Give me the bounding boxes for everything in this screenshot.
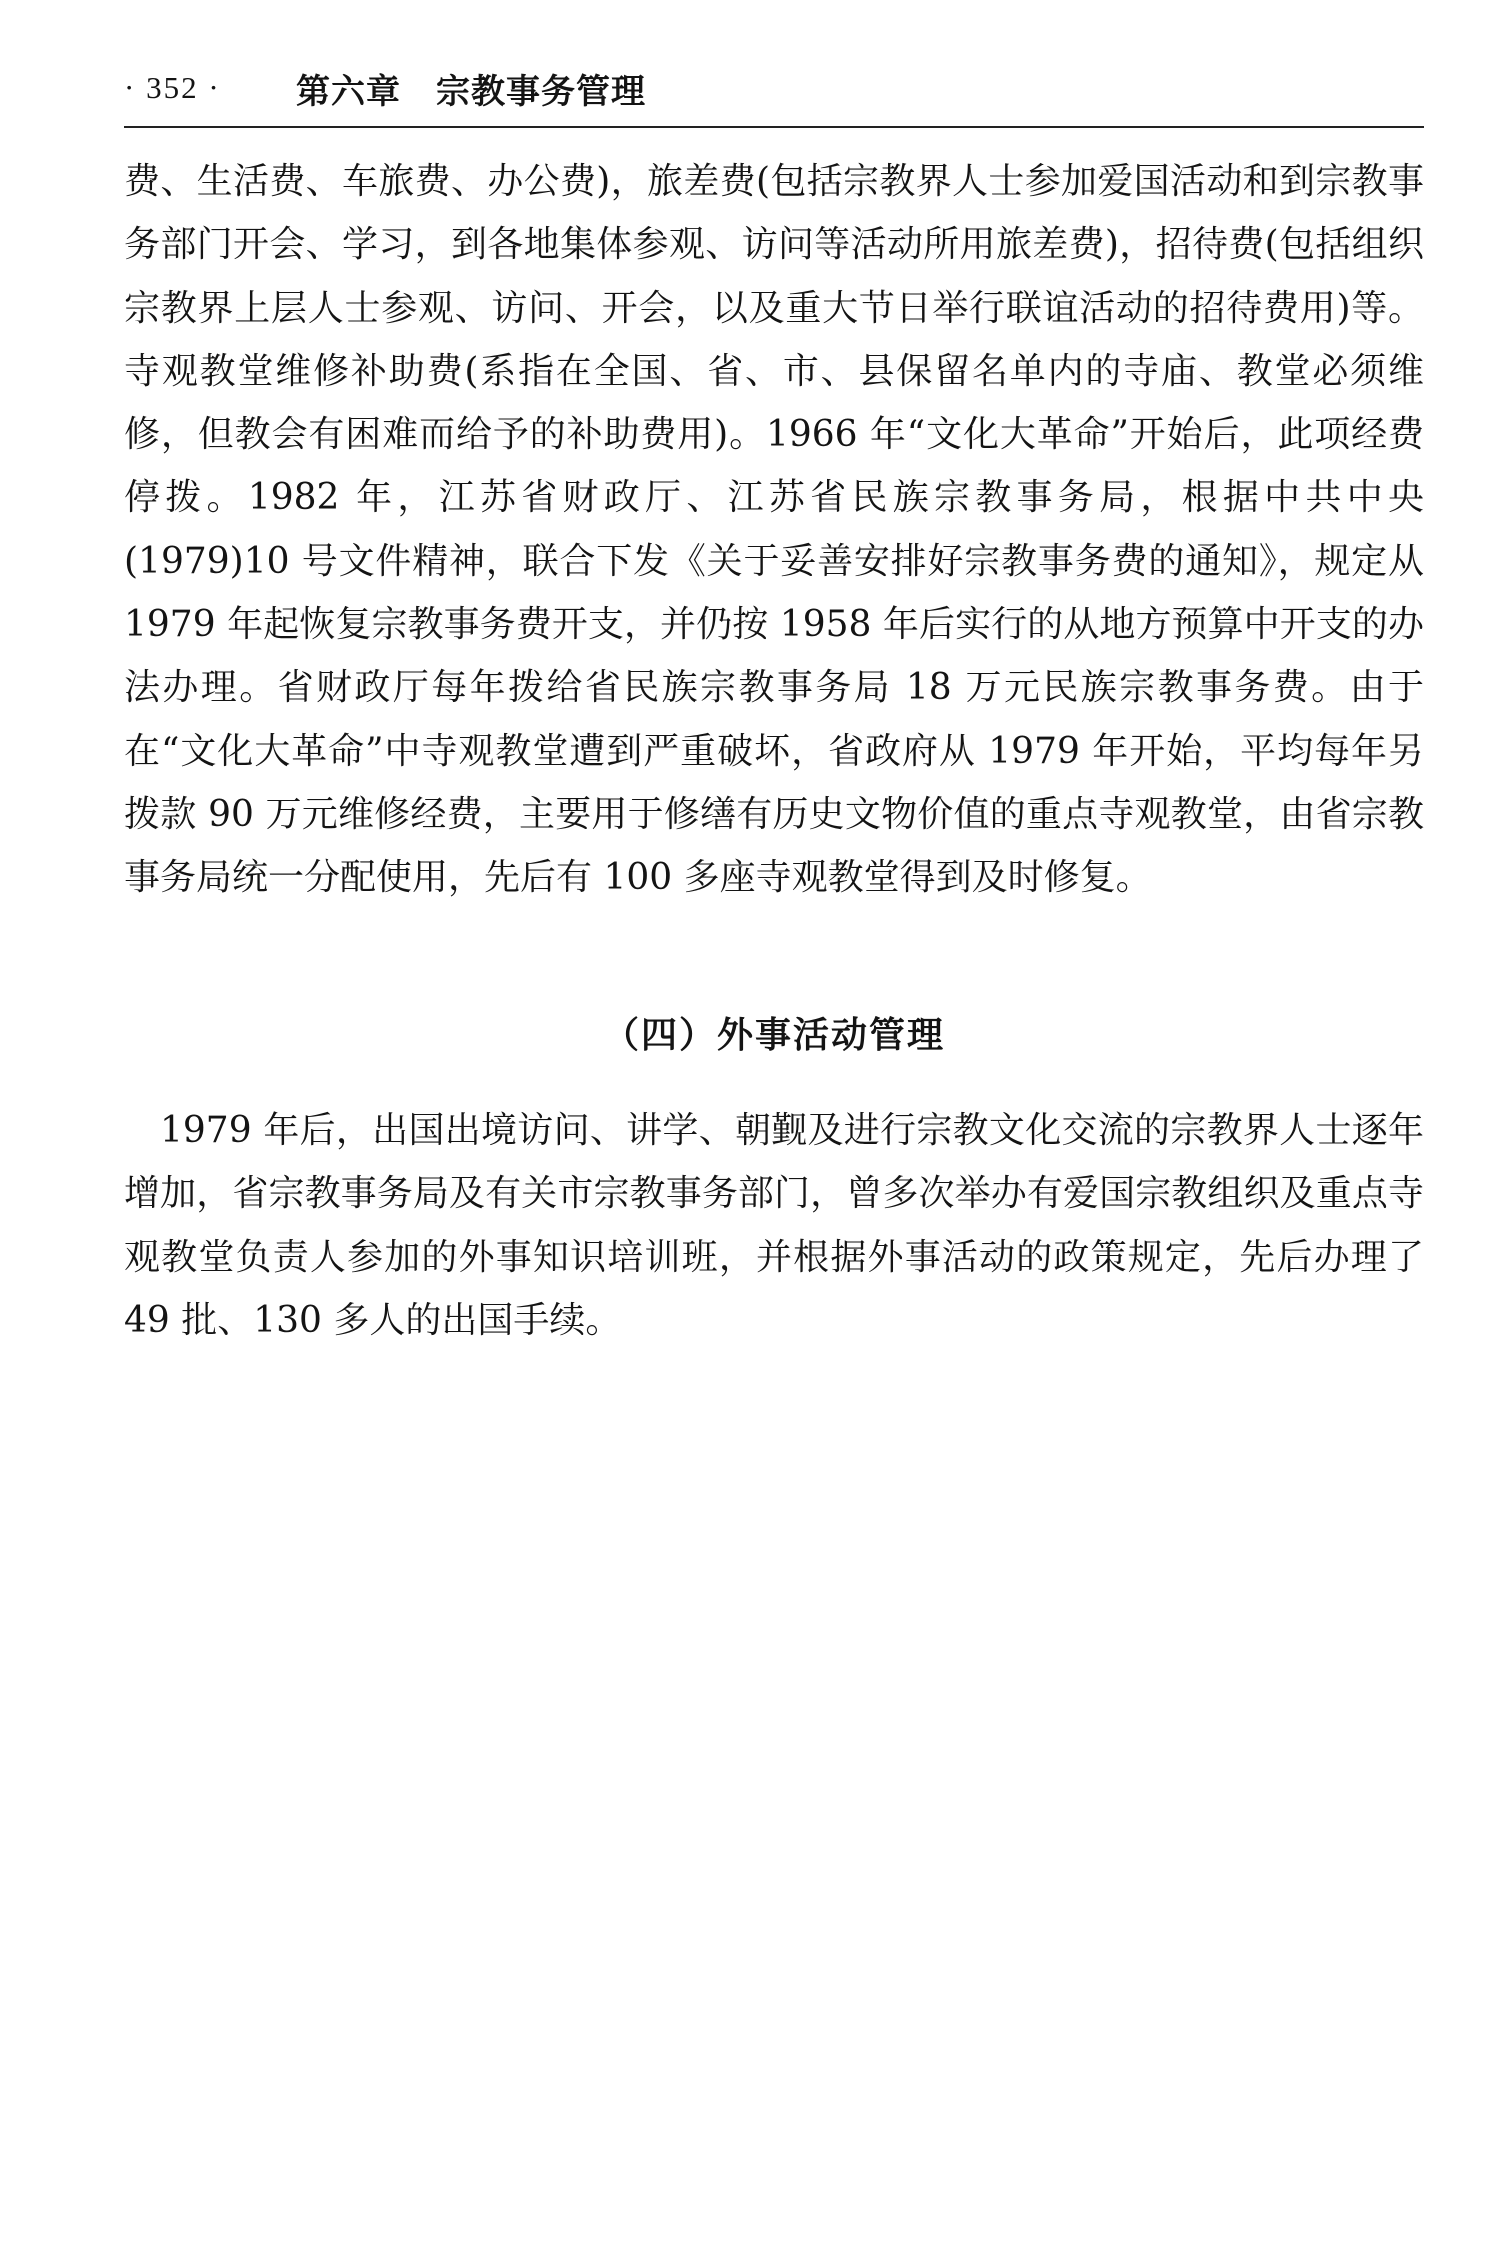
page-number: · 352 · bbox=[124, 70, 221, 105]
body-paragraph-continued: 费、生活费、车旅费、办公费)，旅差费(包括宗教界人士参加爱国活动和到宗教事务部门开会、学习，到各地集体参观、访问等活动所用旅差费)，招待费(包括组织宗教界上层人士参观、访问、开会，以及重大节日举行联谊活动的招待费用)等。寺观教堂维修补助费(系指在全国、省、市、县保留名单内的寺庙、教堂必须维修，但教会有困难而给予的补助费用)。1966 年“文化大革命”开始后，此项经费停拨。1982 年，江苏省财政厅、江苏省民族宗教事务局，根据中共中央(1979)10 号文件精神，联合下发《关于妥善安排好宗教事务费的通知》，规定从 1979 年起恢复宗教事务费开支，并仍按 1958 年后实行的从地方预算中开支的办法办理。省财政厅每年拨给省民族宗教事务局 18 万元民族宗教事务费。由于在“文化大革命”中寺观教堂遭到严重破坏，省政府从 1979 年开始，平均每年另拨款 90 万元维修经费，主要用于修缮有历史文物价值的重点寺观教堂，由省宗教事务局统一分配使用，先后有 100 多座寺观教堂得到及时修复。 bbox=[124, 161, 1424, 899]
page-header bbox=[124, 60, 1424, 120]
header-divider bbox=[124, 126, 1424, 128]
section-paragraph: 1979 年后，出国出境访问、讲学、朝觐及进行宗教文化交流的宗教界人士逐年增加，省宗教事务局及有关市宗教事务部门，曾多次举办有爱国宗教组织及重点寺观教堂负责人参加的外事知识培训班，并根据外事活动的政策规定，先后办理了 49 批、130 多人的出国手续。 bbox=[124, 1110, 1424, 1341]
section-heading: （四）外事活动管理 bbox=[602, 1015, 945, 1056]
chapter-title: 第六章 宗教事务管理 bbox=[296, 72, 646, 112]
